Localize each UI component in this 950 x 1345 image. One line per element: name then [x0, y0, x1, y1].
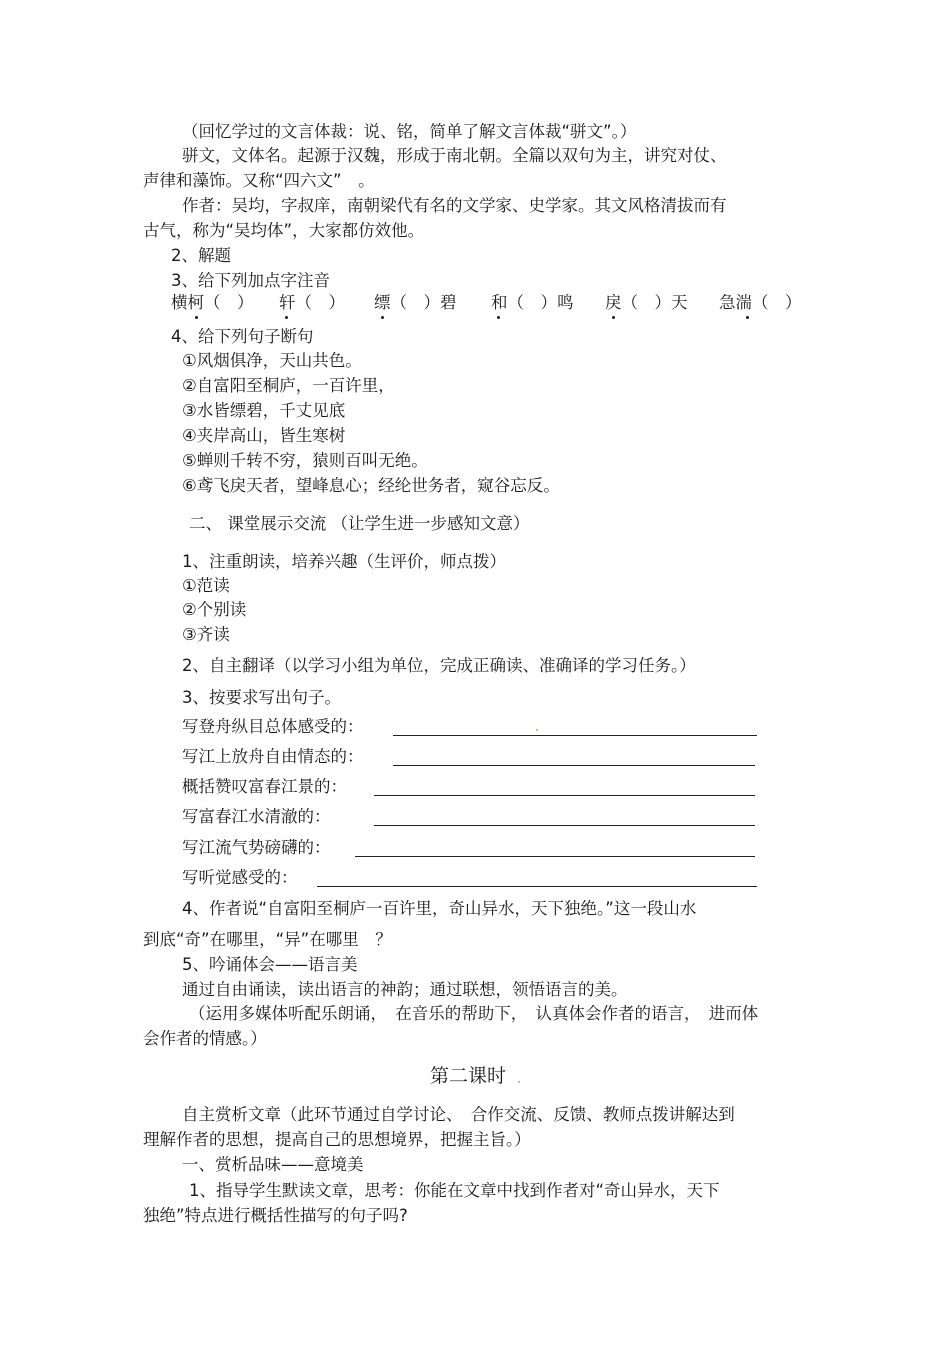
- sentence-3: ③水皆缥碧，千丈见底: [182, 401, 346, 420]
- task-translation: 2、自主翻译（以学习小组为单位，完成正确读、准确译的学习任务。）: [182, 656, 696, 675]
- item-pinyin-heading: 3、给下列加点字注音: [171, 271, 330, 290]
- task-write-sentences: 3、按要求写出句子。: [182, 688, 341, 707]
- blank-label: 写听觉感受的：: [182, 868, 298, 887]
- answer-line: [393, 735, 757, 736]
- recall-note: （回忆学过的文言体裁：说、铭，简单了解文言体裁“骈文”。）: [182, 122, 637, 141]
- appreciation-intro-line1: 自主赏析文章（此环节通过自学讨论、 合作交流、反馈、教师点拨讲解达到: [182, 1105, 735, 1124]
- task-recitation: 5、吟诵体会——语言美: [182, 955, 358, 974]
- pinyin-item: 缥（ ）碧: [374, 293, 457, 312]
- blank-label: 概括赞叹富春江景的：: [182, 777, 347, 796]
- blank-label: 写江流气势磅礴的：: [182, 838, 331, 857]
- author-intro-line1: 作者：吴均，字叔庠，南朝梁代有名的文学家、史学家。其文风格清拔而有: [182, 196, 727, 215]
- emphasis-dot: [497, 316, 500, 319]
- pinyin-item: 急湍（ ）: [719, 293, 802, 312]
- emphasis-dot: [285, 316, 288, 319]
- appreciation-section-heading: 一、赏析品味——意境美: [182, 1155, 364, 1174]
- answer-line: [317, 886, 757, 887]
- stray-mark: [536, 729, 538, 731]
- stray-mark: [518, 1081, 520, 1083]
- multimedia-note-line1: （运用多媒体听配乐朗诵， 在音乐的帮助下， 认真体会作者的语言， 进而体: [189, 1004, 759, 1023]
- pinyin-row: [171, 292, 821, 322]
- sentence-6: ⑥鸢飞戾天者，望峰息心；经纶世务者，窥谷忘反。: [182, 476, 560, 495]
- sentence-2: ②自富阳至桐庐，一百许里，: [182, 376, 395, 395]
- guided-question-line2: 独绝”特点进行概括性描写的句子吗?: [143, 1206, 408, 1225]
- task-reading-model: ①范读: [182, 576, 230, 595]
- blank-label: 写登舟纵目总体感受的：: [182, 717, 364, 736]
- item-punctuation-heading: 4、给下列句子断句: [171, 327, 314, 346]
- task-reading-individual: ②个别读: [182, 600, 247, 619]
- task-question-line1: 4、作者说“自富阳至桐庐一百许里，奇山异水，天下独绝。”这一段山水: [182, 899, 697, 918]
- emphasis-dot: [381, 316, 384, 319]
- sentence-4: ④夹岸高山，皆生寒树: [182, 426, 346, 445]
- pianwen-definition-line2: 声律和藻饰。又称“四六文” 。: [143, 171, 375, 190]
- multimedia-note-line2: 会作者的情感。）: [143, 1029, 267, 1048]
- pianwen-definition-line1: 骈文，文体名。起源于汉魏，形成于南北朝。全篇以双句为主，讲究对仗、: [182, 146, 727, 165]
- task-reading: 1、注重朗读，培养兴趣（生评价，师点拨）: [182, 552, 506, 571]
- section-2-heading: 二、 课堂展示交流 （让学生进一步感知文意）: [189, 514, 530, 533]
- pinyin-item: 轩（ ）: [279, 293, 345, 312]
- emphasis-dot: [195, 316, 198, 319]
- author-intro-line2: 古气，称为“吴均体”，大家都仿效他。: [143, 221, 425, 240]
- pinyin-item: 和（ ）鸣: [491, 293, 574, 312]
- appreciation-intro-line2: 理解作者的思想，提高自己的思想境界，把握主旨。）: [143, 1130, 531, 1149]
- answer-line: [374, 825, 755, 826]
- sentence-1: ①风烟俱净，天山共色。: [182, 351, 362, 370]
- answer-line: [393, 765, 755, 766]
- pinyin-item: 横柯（ ）: [171, 293, 254, 312]
- answer-line: [355, 856, 755, 857]
- pinyin-item: 戾（ ）天: [605, 293, 688, 312]
- task-reading-chorus: ③齐读: [182, 625, 230, 644]
- emphasis-dot: [746, 316, 749, 319]
- guided-question-line1: 1、指导学生默读文章，思考：你能在文章中找到作者对“奇山异水，天下: [189, 1181, 720, 1200]
- lesson-two-heading: 第二课时: [430, 1065, 507, 1087]
- blank-label: 写富春江水清澈的：: [182, 807, 331, 826]
- emphasis-dot: [612, 316, 615, 319]
- blank-label: 写江上放舟自由情态的：: [182, 747, 364, 766]
- sentence-5: ⑤蝉则千转不穷，猿则百叫无绝。: [182, 451, 428, 470]
- answer-line: [374, 795, 755, 796]
- task-question-line2: 到底“奇”在哪里，“异”在哪里 ？: [143, 930, 392, 949]
- item-title-explanation: 2、解题: [171, 246, 231, 265]
- recitation-note: 通过自由诵读，读出语言的神韵；通过联想，领悟语言的美。: [182, 980, 628, 999]
